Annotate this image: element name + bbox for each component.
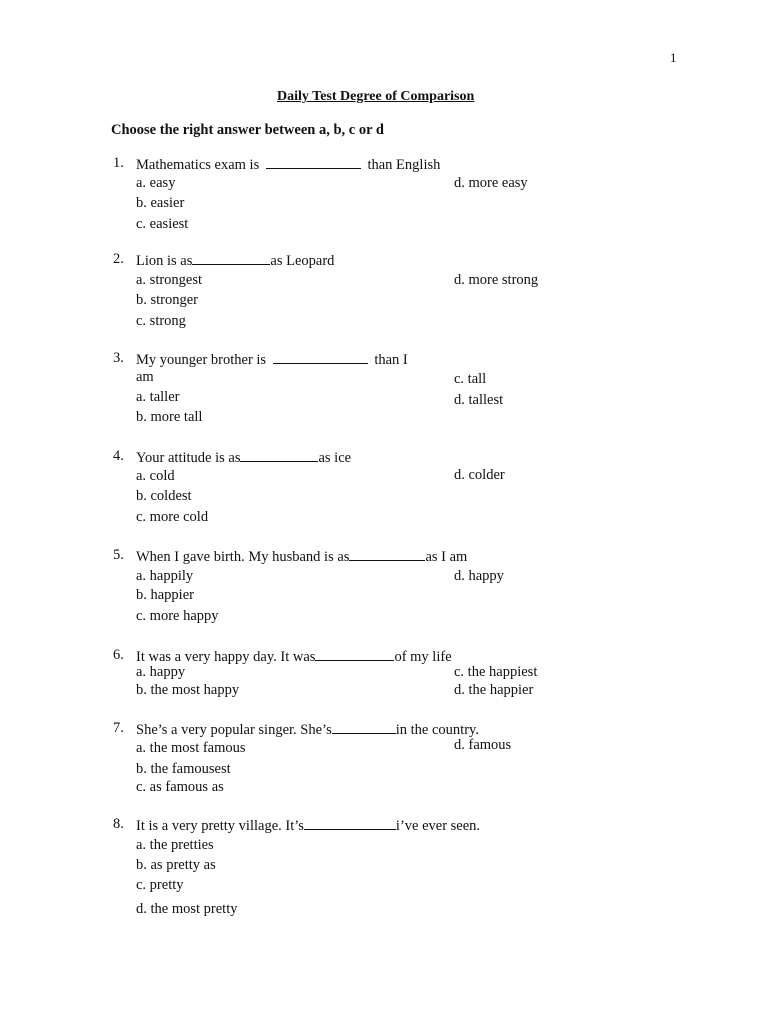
- option-c[interactable]: c. strong: [136, 313, 186, 329]
- question-text-continuation: am: [136, 369, 154, 385]
- option-b[interactable]: b. as pretty as: [136, 857, 216, 873]
- option-b[interactable]: b. the famousest: [136, 761, 231, 777]
- page-number: 1: [670, 50, 677, 65]
- question-number: 2.: [113, 251, 124, 267]
- option-b[interactable]: b. happier: [136, 587, 194, 603]
- question-number: 5.: [113, 547, 124, 563]
- question-text: [136, 817, 480, 834]
- question-text-before: My younger brother is: [136, 352, 267, 368]
- question-text-after: in the country.: [395, 722, 479, 738]
- answer-blank: [192, 252, 270, 265]
- option-a[interactable]: a. the most famous: [136, 740, 246, 756]
- option-c[interactable]: c. the happiest: [454, 664, 538, 680]
- option-c[interactable]: c. more cold: [136, 509, 209, 525]
- question-text: [136, 449, 351, 466]
- question-text: [136, 351, 408, 368]
- answer-blank: [315, 648, 394, 661]
- option-a[interactable]: a. happy: [136, 664, 186, 680]
- option-b[interactable]: b. stronger: [136, 292, 199, 308]
- question-text-after: as I am: [425, 549, 468, 565]
- question-text-after: as ice: [318, 450, 352, 466]
- option-d[interactable]: d. more easy: [454, 175, 528, 191]
- question-text: [136, 548, 467, 565]
- answer-blank: [273, 351, 368, 364]
- question-text-before: When I gave birth. My husband is as: [136, 549, 350, 565]
- question-number: 7.: [113, 720, 124, 736]
- option-c[interactable]: c. more happy: [136, 608, 219, 624]
- question-text: [136, 252, 334, 269]
- option-b[interactable]: b. the most happy: [136, 682, 240, 698]
- answer-blank: [304, 817, 396, 830]
- option-b[interactable]: b. coldest: [136, 488, 192, 504]
- question-text-before: It was a very happy day. It was: [136, 649, 316, 665]
- option-a[interactable]: a. cold: [136, 468, 175, 484]
- option-c[interactable]: c. tall: [454, 371, 487, 387]
- option-c[interactable]: c. as famous as: [136, 779, 224, 795]
- option-d[interactable]: d. colder: [454, 467, 505, 483]
- question-text-before: Mathematics exam is: [136, 157, 260, 173]
- option-a[interactable]: a. strongest: [136, 272, 203, 288]
- option-d[interactable]: d. tallest: [454, 392, 504, 408]
- option-b[interactable]: b. easier: [136, 195, 185, 211]
- option-b[interactable]: b. more tall: [136, 409, 203, 425]
- option-c[interactable]: c. pretty: [136, 877, 184, 893]
- question-text-after: than English: [367, 157, 441, 173]
- page-title: Daily Test Degree of Comparison: [277, 89, 475, 104]
- option-c[interactable]: c. easiest: [136, 216, 189, 232]
- option-d[interactable]: d. the happier: [454, 682, 534, 698]
- question-text-after: than I: [374, 352, 408, 368]
- question-text-before: She’s a very popular singer. She’s: [136, 722, 332, 738]
- option-a[interactable]: a. easy: [136, 175, 176, 191]
- option-a[interactable]: a. the pretties: [136, 837, 214, 853]
- question-text-after: i’ve ever seen.: [395, 818, 481, 834]
- option-a[interactable]: a. taller: [136, 389, 180, 405]
- option-d[interactable]: d. famous: [454, 737, 512, 753]
- answer-blank: [349, 548, 425, 561]
- option-d[interactable]: d. the most pretty: [136, 901, 238, 917]
- question-text: [136, 648, 452, 665]
- option-d[interactable]: d. more strong: [454, 272, 539, 288]
- question-number: 3.: [113, 350, 124, 366]
- question-text-before: It is a very pretty village. It’s: [136, 818, 304, 834]
- question-number: 8.: [113, 816, 124, 832]
- question-number: 1.: [113, 155, 124, 171]
- question-number: 6.: [113, 647, 124, 663]
- answer-blank: [266, 156, 361, 169]
- answer-blank: [332, 721, 396, 734]
- question-text-before: Your attitude is as: [136, 450, 241, 466]
- question-text-after: of my life: [394, 649, 452, 665]
- question-text: [136, 156, 440, 173]
- answer-blank: [240, 449, 318, 462]
- option-d[interactable]: d. happy: [454, 568, 504, 584]
- question-text-before: Lion is as: [136, 253, 193, 269]
- question-text: [136, 721, 479, 738]
- question-number: 4.: [113, 448, 124, 464]
- instruction-text: Choose the right answer between a, b, c or d: [111, 122, 384, 138]
- question-text-after: as Leopard: [270, 253, 335, 269]
- option-a[interactable]: a. happily: [136, 568, 194, 584]
